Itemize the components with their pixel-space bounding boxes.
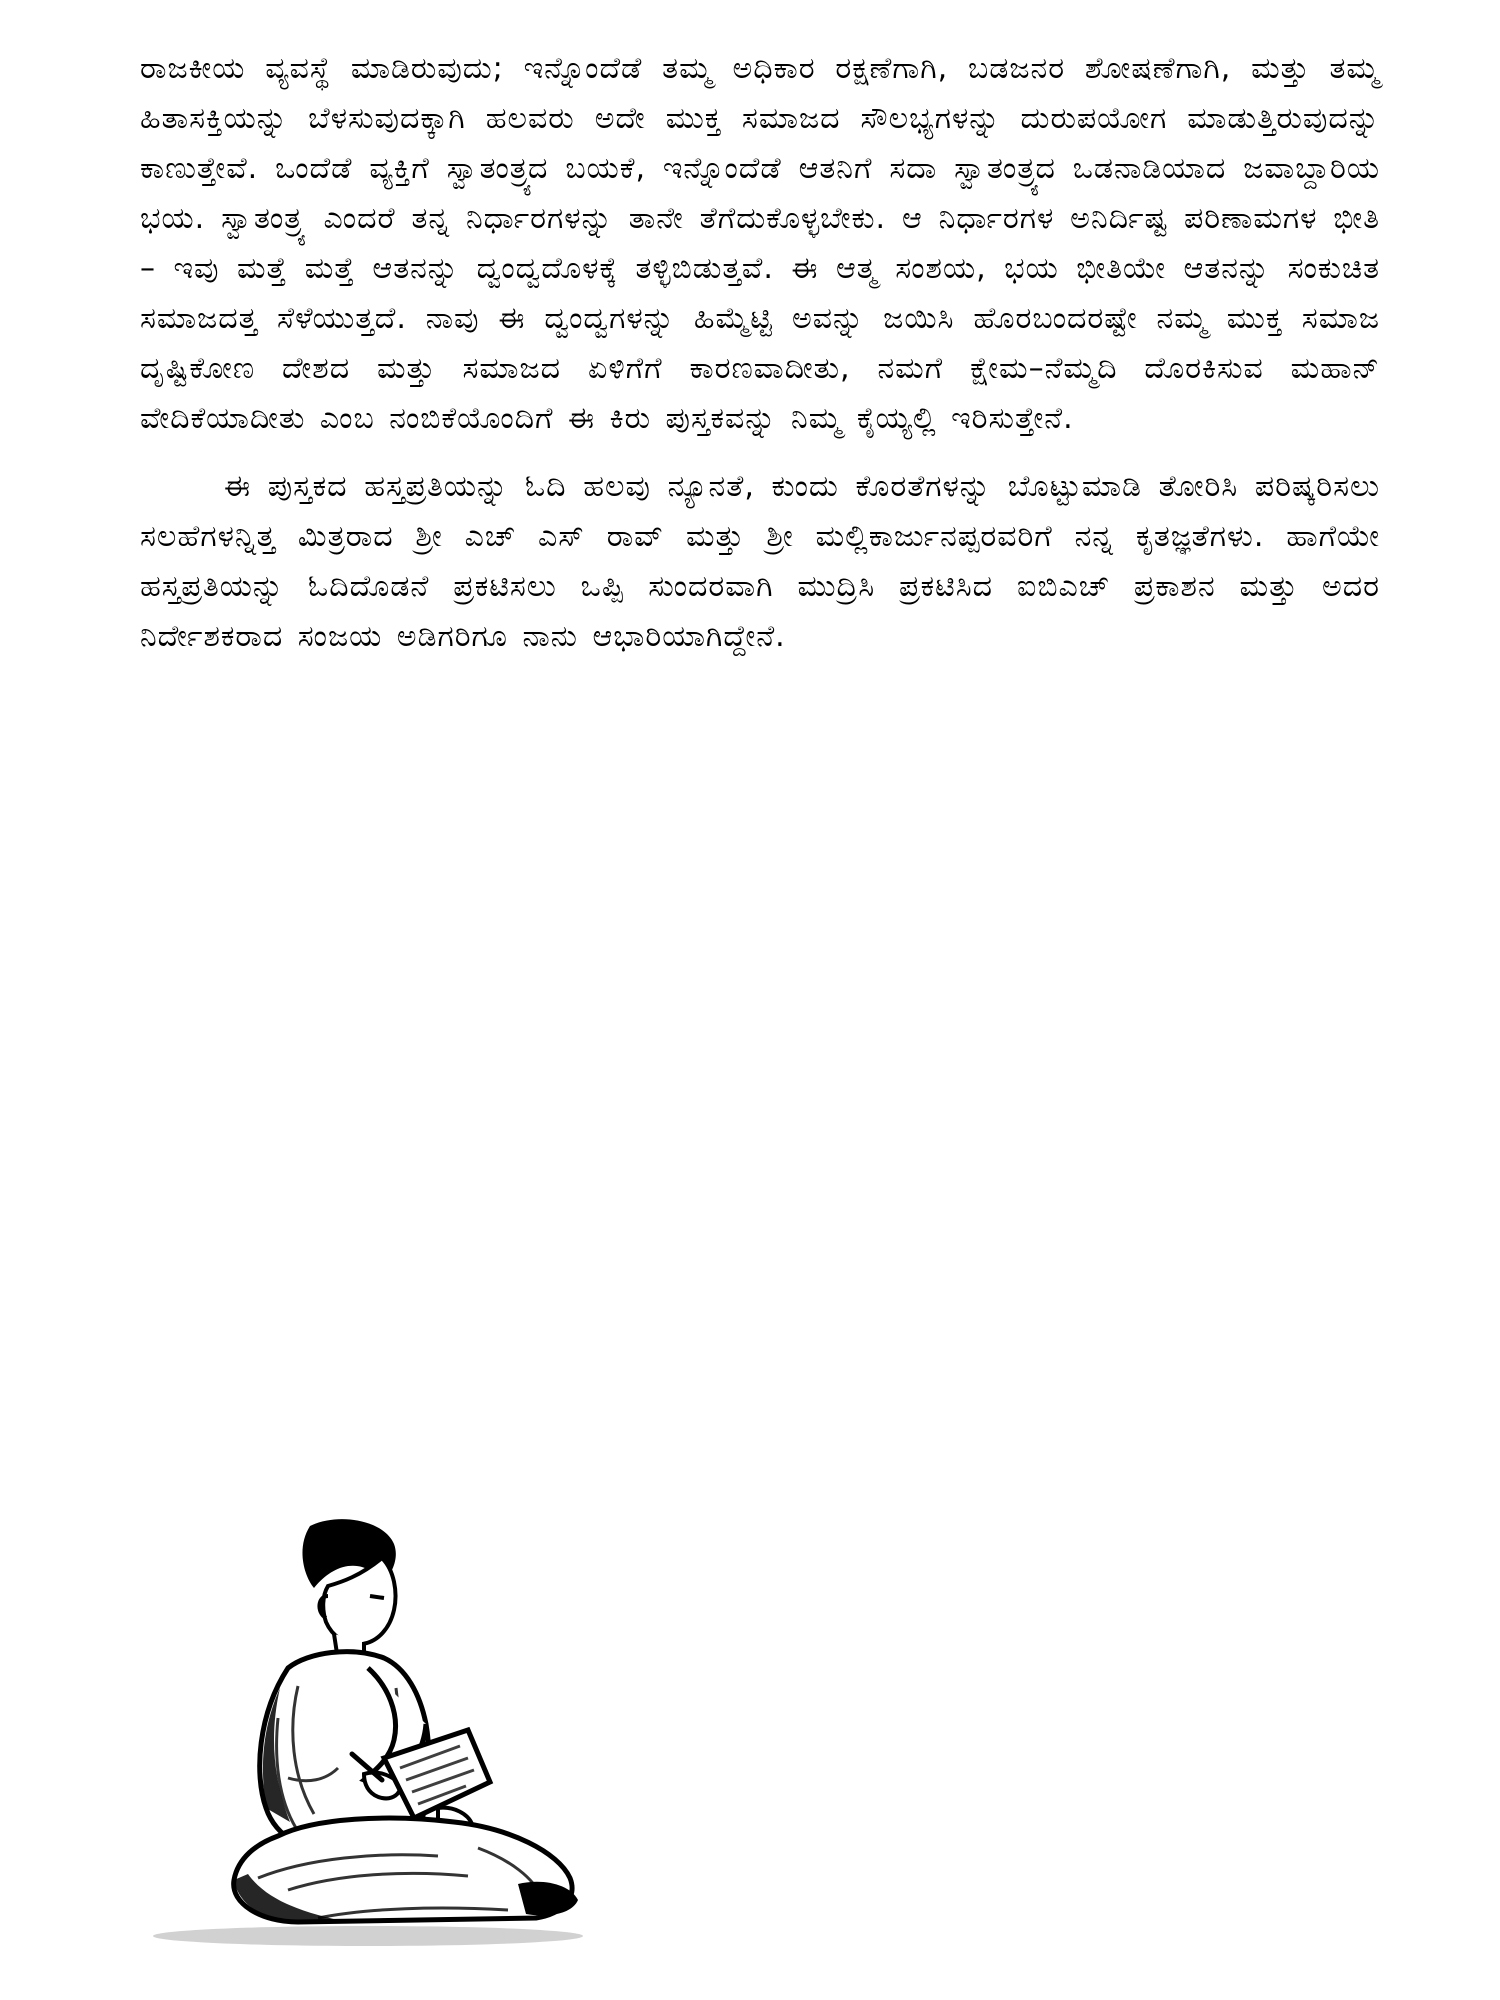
man-writing-illustration: [138, 1518, 608, 1958]
ground-shadow: [153, 1926, 583, 1946]
man-writing-icon: [138, 1518, 608, 1958]
face: [323, 1558, 395, 1644]
body-text: [140, 44, 1380, 662]
eye: [370, 1596, 384, 1598]
paragraph-1: ರಾಜಕೀಯ ವ್ಯವಸ್ಥೆ ಮಾಡಿರುವುದು; ಇನ್ನೊಂದೆಡೆ ತಮ್ಮ ಅಧಿಕಾರ ರಕ್ಷಣೆಗಾಗಿ, ಬಡಜನರ ಶೋಷಣೆಗಾಗಿ, ಮತ್ತು ತಮ್ಮ ಹಿತಾಸಕ್ತಿಯನ್ನು ಬೆಳಸುವುದಕ್ಕಾಗಿ ಹಲವರು ಅದೇ ಮುಕ್ತ ಸಮಾಜದ ಸೌಲಭ್ಯಗಳನ್ನು ದುರುಪಯೋಗ ಮಾಡುತ್ತಿರುವುದನ್ನು ಕಾಣುತ್ತೇವೆ. ಒಂದೆಡೆ ವ್ಯಕ್ತಿಗೆ ಸ್ವಾತಂತ್ರ್ಯದ ಬಯಕೆ, ಇನ್ನೊಂದೆಡೆ ಆತನಿಗೆ ಸದಾ ಸ್ವಾತಂತ್ರ್ಯದ ಒಡನಾಡಿಯಾದ ಜವಾಬ್ದಾರಿಯ ಭಯ. ಸ್ವಾತಂತ್ರ್ಯ ಎಂದರೆ ತನ್ನ ನಿರ್ಧಾರಗಳನ್ನು ತಾನೇ ತೆಗೆದುಕೊಳ್ಳಬೇಕು. ಆ ನಿರ್ಧಾರಗಳ ಅನಿರ್ದಿಷ್ಟ ಪರಿಣಾಮಗಳ ಭೀತಿ – ಇವು ಮತ್ತೆ ಮತ್ತೆ ಆತನನ್ನು ದ್ವಂದ್ವದೊಳಕ್ಕೆ ತಳ್ಳಿಬಿಡುತ್ತವೆ. ಈ ಆತ್ಮ ಸಂಶಯ, ಭಯ ಭೀತಿಯೇ ಆತನನ್ನು ಸಂಕುಚಿತ ಸಮಾಜದತ್ತ ಸೆಳೆಯುತ್ತದೆ. ನಾವು ಈ ದ್ವಂದ್ವಗಳನ್ನು ಹಿಮ್ಮೆಟ್ಟಿ ಅವನ್ನು ಜಯಿಸಿ ಹೊರಬಂದರಷ್ಟೇ ನಮ್ಮ ಮುಕ್ತ ಸಮಾಜ ದೃಷ್ಟಿಕೋಣ ದೇಶದ ಮತ್ತು ಸಮಾಜದ ಏಳಿಗೆಗೆ ಕಾರಣವಾದೀತು, ನಮಗೆ ಕ್ಷೇಮ–ನೆಮ್ಮದಿ ದೊರಕಿಸುವ ಮಹಾನ್ ವೇದಿಕೆಯಾದೀತು ಎಂಬ ನಂಬಿಕೆಯೊಂದಿಗೆ ಈ ಕಿರು ಪುಸ್ತಕವನ್ನು ನಿಮ್ಮ ಕೈಯ್ಯಲ್ಲಿ ಇರಿಸುತ್ತೇನೆ.: [140, 51, 1380, 436]
paragraph-2: ಈ ಪುಸ್ತಕದ ಹಸ್ತಪ್ರತಿಯನ್ನು ಓದಿ ಹಲವು ನ್ಯೂನತೆ, ಕುಂದು ಕೊರತೆಗಳನ್ನು ಬೊಟ್ಟುಮಾಡಿ ತೋರಿಸಿ ಪರಿಷ್ಕರಿಸಲು ಸಲಹೆಗಳನ್ನಿತ್ತ ಮಿತ್ರರಾದ ಶ್ರೀ ಎಚ್ ಎಸ್ ರಾವ್ ಮತ್ತು ಶ್ರೀ ಮಲ್ಲಿಕಾರ್ಜುನಪ್ಪರವರಿಗೆ ನನ್ನ ಕೃತಜ್ಞತೆಗಳು. ಹಾಗೆಯೇ ಹಸ್ತಪ್ರತಿಯನ್ನು ಓದಿದೊಡನೆ ಪ್ರಕಟಿಸಲು ಒಪ್ಪಿ ಸುಂದರವಾಗಿ ಮುದ್ರಿಸಿ ಪ್ರಕಟಿಸಿದ ಐಬಿಎಚ್ ಪ್ರಕಾಶನ ಮತ್ತು ಅದರ ನಿರ್ದೇಶಕರಾದ ಸಂಜಯ ಅಡಿಗರಿಗೂ ನಾನು ಆಭಾರಿಯಾಗಿದ್ದೇನೆ.: [140, 469, 1380, 654]
